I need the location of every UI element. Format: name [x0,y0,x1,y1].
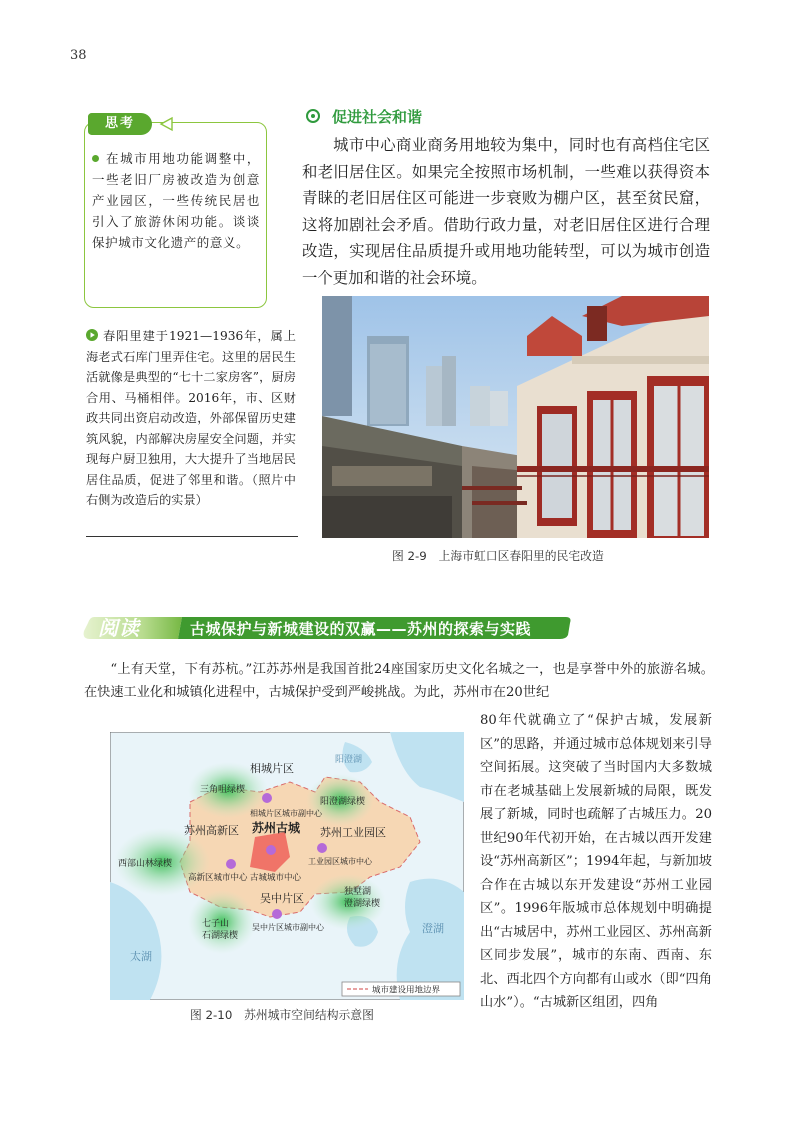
figure-2-9-caption: 图 2-9 上海市虹口区春阳里的民宅改造 [392,549,604,563]
section-body [302,132,710,292]
legend-text: 城市建设用地边界 [372,985,441,996]
label-dushu: 独墅湖 [344,887,372,897]
chunyangli-photo [322,296,709,538]
reading-paragraph-2: 80年代就确立了“保护古城，发展新区”的思路，并通过城市总体规划来引导空间拓展。这突破了当时国内大多数城市在老城基础上发展新城的局限，既发展了新城，同时也疏解了古城压力。20世纪90年代初开始，在古城以西开发建设“苏州高新区”；1994年起，与新加坡合作在古城以东开发建设“苏州工业园区”。1996年版城市总体规划中明确提出“古城居中，苏州工业园区、苏州高新区同步发展”，城市的东南、西南、东北、西北四个方向都有山或水（即“四角山水”）。“古城新区组团，四角 [480,713,712,1010]
label-gongye-center: 工业园区城市中心 [308,857,372,866]
label-xibu: 西部山林绿楔 [118,859,173,869]
section-heading-text: 促进社会和谐 [332,108,423,126]
arrow-left-icon [158,116,174,132]
label-gucheng: 苏州古城 [252,821,301,835]
reading-title: 古城保护与新城建设的双赢——苏州的探索与实践 [190,620,532,638]
label-xiangcheng: 相城片区 [250,762,294,775]
figure-2-10-caption: 图 2-10 苏州城市空间结构示意图 [190,1008,374,1022]
bullet-icon [92,155,99,162]
label-wuzhong: 吴中片区 [260,892,304,905]
reading-label: 阅读 [98,616,140,640]
label-gaoxin: 苏州高新区 [184,824,239,837]
label-gongye: 苏州工业园区 [320,826,386,839]
suzhou-spatial-structure-map [110,732,464,1000]
label-gucheng-center: 古城城市中心 [250,873,302,883]
label-dianshan: 澄湖 [422,922,444,935]
label-lihu-wedge: 阳澄湖绿楔 [320,797,366,807]
label-taihu: 太湖 [130,950,152,963]
play-icon [86,329,98,341]
think-question [92,148,260,253]
side-caption-text: 春阳里建于1921—1936年，属上海老式石库门里弄住宅。这里的居民生活就像是典型的“七十二家房客”，厨房合用、马桶相伴。2016年，市、区财政共同出资启动改造，外部保留历史建筑风貌，内部解决房屋安全问题，并实现每户厨卫独用，大大提升了当地居民居住品质，促进了邻里和谐。（照片中右侧为改造后的实景） [86,329,296,507]
label-gaoxin-center: 高新区城市中心 [188,873,248,883]
label-dushu-wedge: 澄湖绿楔 [344,899,381,909]
label-sanjiaozui: 三角咀绿楔 [200,785,246,795]
label-shihu: 石湖绿楔 [202,931,239,941]
section-body-text: 城市中心商业商务用地较为集中，同时也有高档住宅区和老旧居住区。如果完全按照市场机制，一些难以获得资本青睐的老旧居住区可能进一步衰败为棚户区，甚至贫民窟，这将加剧社会矛盾。借助行政力量，对老旧居住区进行合理改造，实现居住品质提升或用地功能转型，可以为城市创造一个更加和谐的社会环境。 [302,136,710,287]
label-yangcheng: 阳澄湖 [335,755,363,765]
label-xiangcheng-center: 相城片区城市副中心 [250,809,322,818]
photo-side-caption [86,326,296,511]
divider [86,536,298,537]
label-wuzhong-center: 吴中片区城市副中心 [252,923,324,932]
circle-bullet-icon [306,109,320,123]
page-number: 38 [70,48,87,63]
label-qizishan: 七子山 [202,919,230,929]
think-question-text: 在城市用地功能调整中，一些老旧厂房被改造为创意产业园区，一些传统民居也引入了旅游休闲功能。谈谈保护城市文化遗产的意义。 [92,151,260,250]
think-tag: 思考 [88,113,152,135]
section-heading [306,106,422,127]
reading-paragraph-1: “上有天堂，下有苏杭。”江苏苏州是我国首批24座国家历史文化名城之一，也是享誉中外的旅游名城。在快速工业化和城镇化进程中，古城保护受到严峻挑战。为此，苏州市在20世纪 [84,662,714,701]
